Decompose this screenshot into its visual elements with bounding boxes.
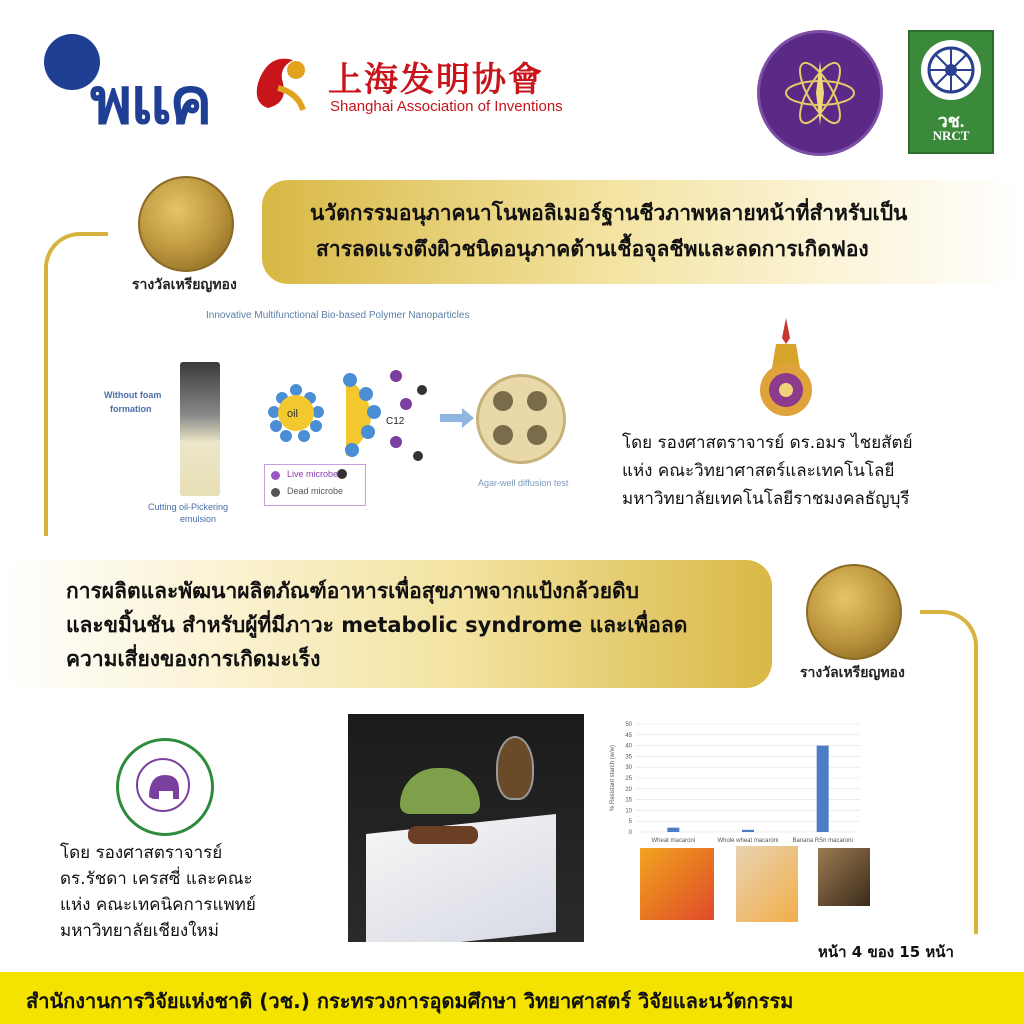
y-tick-label: 20 xyxy=(625,786,632,793)
x-tick-label: Banana RSn macaroni xyxy=(792,838,853,844)
award2-author-line-4: มหาวิทยาลัยเชียงใหม่ xyxy=(60,921,219,941)
x-tick-label: Whole wheat macaroni xyxy=(717,838,779,844)
award-title-line-1: นวัตกรรมอนุภาคนาโนพอลิเมอร์ฐานชีวภาพหลายหน้าที่สำหรับเป็น xyxy=(310,201,908,225)
package-wheat-macaroni xyxy=(640,848,714,920)
cylinder-image xyxy=(180,362,220,496)
resistant-starch-chart xyxy=(606,716,870,852)
shanghai-emblem-icon xyxy=(248,48,318,118)
nanoparticle-figure xyxy=(96,306,596,524)
footer-bar xyxy=(0,972,1024,1024)
macaroni-pile xyxy=(408,826,478,844)
award-title-line-2: สารลดแรงตึงผิวชนิดอนุภาคต้านเชื้อจุลชีพและลดการเกิดฟอง xyxy=(316,237,869,261)
agar-well xyxy=(527,425,547,445)
award-title-line-1: การผลิตและพัฒนาผลิตภัณฑ์อาหารเพื่อสุขภาพจากแป้งกล้วยดิบ xyxy=(66,579,639,603)
oil-label: oil xyxy=(287,408,299,420)
y-tick-label: 30 xyxy=(625,765,632,772)
caption-right: Agar-well diffusion test xyxy=(478,478,569,488)
page-indicator: หน้า 4 ของ 15 หน้า xyxy=(818,943,954,961)
gold-medal-icon xyxy=(138,176,234,272)
award1-author-line-1: โดย รองศาสตราจารย์ ดร.อมร ไชยสัตย์ xyxy=(622,433,913,453)
nrct-logo-sub: NRCT xyxy=(932,128,970,143)
y-tick-label: 40 xyxy=(625,743,632,750)
gold-medal-icon xyxy=(806,564,902,660)
award-title-line-3: ความเสี่ยงของการเกิดมะเร็ง xyxy=(66,647,321,671)
dead-microbe-icon xyxy=(271,488,280,497)
y-tick-label: 35 xyxy=(625,754,632,761)
y-tick-label: 45 xyxy=(625,732,632,739)
package-whole-wheat-macaroni xyxy=(736,846,798,922)
y-tick-label: 10 xyxy=(625,808,632,815)
wipo-logo xyxy=(40,28,230,137)
award1-author-line-3: มหาวิทยาลัยเทคโนโลยีราชมงคลธัญบุรี xyxy=(622,489,910,509)
shanghai-name-zh: 上海发明协會 xyxy=(328,60,544,100)
live-microbe-icon xyxy=(271,471,280,480)
atom-icon xyxy=(780,53,860,133)
agar-well xyxy=(527,391,547,411)
cmu-seal xyxy=(116,738,214,836)
bananas-image xyxy=(400,768,480,814)
shanghai-name-en: Shanghai Association of Inventions xyxy=(330,98,563,115)
chart-plot xyxy=(606,716,870,852)
figure-title: Innovative Multifunctional Bio-based Polymer Nanoparticles xyxy=(206,310,470,321)
bar xyxy=(742,830,754,832)
legend-live: Live microbe xyxy=(287,469,339,479)
nrct-logo xyxy=(908,30,994,154)
royal-crest-icon xyxy=(754,318,818,422)
wipo-logo-text: พแค xyxy=(90,65,211,137)
medal-label: รางวัลเหรียญทอง xyxy=(132,277,237,293)
bar xyxy=(817,746,829,832)
microbe-legend xyxy=(264,464,366,506)
wine-glass-image xyxy=(496,736,534,800)
product-display-photo xyxy=(348,714,584,942)
bar xyxy=(667,828,679,832)
caption-left-2: emulsion xyxy=(180,514,217,524)
shanghai-association-logo xyxy=(248,48,578,128)
medal-label: รางวัลเหรียญทอง xyxy=(800,665,905,681)
y-tick-label: 0 xyxy=(628,830,632,836)
nrct-logo-text: วช. xyxy=(937,111,965,131)
foam-label-2: formation xyxy=(110,404,152,414)
award2-author-line-3: แห่ง คณะเทคนิคการแพทย์ xyxy=(60,895,256,915)
mhesi-seal xyxy=(757,30,883,156)
arrow-icon xyxy=(440,408,474,428)
y-axis-label: % Resistant starch (w/w) xyxy=(610,744,616,812)
package-banana-macaroni xyxy=(818,848,870,906)
award-title-banner xyxy=(0,560,772,688)
award2-author-line-2: ดร.รัชดา เครสซี่ และคณะ xyxy=(60,869,253,889)
award-title-banner xyxy=(262,180,1024,284)
award2-author-line-1: โดย รองศาสตราจารย์ xyxy=(60,843,223,863)
agar-plate-image xyxy=(476,374,566,464)
y-tick-label: 50 xyxy=(625,722,632,728)
foam-label-1: Without foam xyxy=(104,390,162,400)
rmutt-seal xyxy=(754,318,818,422)
award1-author-line-2: แห่ง คณะวิทยาศาสตร์และเทคโนโลยี xyxy=(622,461,895,481)
agar-well xyxy=(493,391,513,411)
y-tick-label: 25 xyxy=(625,776,632,782)
agar-well xyxy=(493,425,513,445)
c12-label: C12 xyxy=(386,416,405,427)
caption-left-1: Cutting oil-Pickering xyxy=(148,502,229,512)
elephant-icon xyxy=(135,757,191,813)
footer-text: สำนักงานการวิจัยแห่งชาติ (วช.) กระทรวงการอุดมศึกษา วิทยาศาสตร์ วิจัยและนวัตกรรม xyxy=(26,989,794,1013)
legend-dead: Dead microbe xyxy=(287,486,344,496)
x-tick-label: Wheat macaroni xyxy=(651,838,696,844)
dharma-wheel-icon xyxy=(919,38,983,102)
decorative-bracket-right xyxy=(920,610,978,934)
award-title-line-2: และขมิ้นชัน สำหรับผู้ที่มีภาวะ metabolic syndrome และเพื่อลด xyxy=(66,613,688,637)
y-tick-label: 5 xyxy=(628,819,632,826)
y-tick-label: 15 xyxy=(625,797,632,804)
